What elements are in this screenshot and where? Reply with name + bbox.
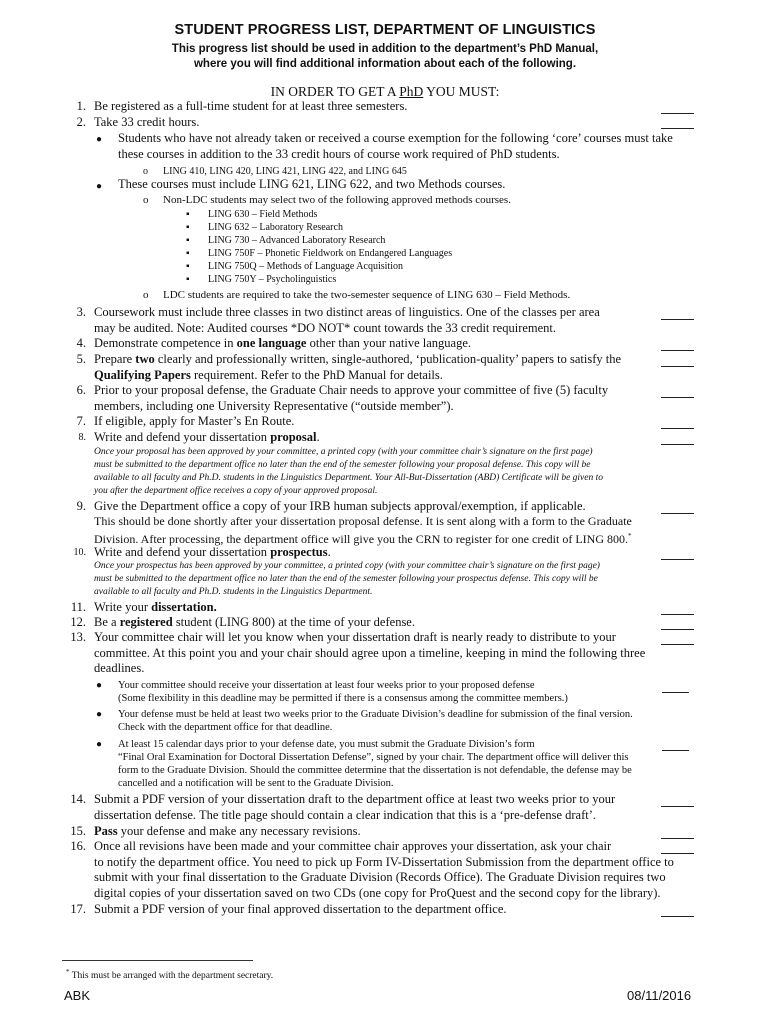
checkoff-blank-5[interactable] <box>661 353 694 367</box>
checkoff-blank-2[interactable] <box>661 115 694 129</box>
item-number: 2. <box>76 115 86 129</box>
checkoff-blank-13[interactable] <box>661 631 694 645</box>
item-number: 8. <box>78 432 86 443</box>
item-number: 15. <box>70 824 86 838</box>
item-number: 9. <box>76 499 86 513</box>
footnote-divider <box>62 960 253 961</box>
sub-bullet-marker: o <box>143 289 149 301</box>
item-number: 13. <box>70 630 86 644</box>
item-3-line-2: may be audited. Note: Audited courses *DO NOT* count towards the 33 credit requirement. <box>94 321 557 335</box>
methods-course: LING 750Q – Methods of Language Acquisition <box>208 261 403 272</box>
square-bullet: ▪ <box>186 261 190 272</box>
deadline-1-line-2: (Some flexibility in this deadline may be permitted if there is a consensus among the committee members.) <box>118 693 568 704</box>
item-6-line-2: members, including one University Representative (“outside member”). <box>94 399 454 413</box>
methods-course: LING 750F – Phonetic Fieldwork on Endangered Languages <box>208 248 453 259</box>
methods-course: LING 632 – Laboratory Research <box>208 222 343 233</box>
item-14-line-2: dissertation defense. The title page should contain a clear indication that this is a ‘pre-defense draft’. <box>94 808 597 822</box>
proposal-note-line: must be submitted to the department office no later than the end of the semester following your proposal defense. This copy will be <box>94 460 591 470</box>
prospectus-note-line: available to all faculty and Ph.D. students in the Linguistics Department. <box>94 587 373 597</box>
checkoff-blank-12[interactable] <box>661 616 694 630</box>
footer-initials: ABK <box>64 988 91 1003</box>
non-ldc-note: Non-LDC students may select two of the following approved methods courses. <box>163 194 511 206</box>
item-3-line-1: Coursework must include three classes in two distinct areas of linguistics. One of the classes per area <box>94 305 600 319</box>
item-11-text: Write your dissertation. <box>94 600 217 614</box>
order-heading: IN ORDER TO GET A PhD YOU MUST: <box>270 84 500 99</box>
subtitle-line-1: This progress list should be used in addition to the department’s PhD Manual, <box>171 43 599 55</box>
deadline-1-line-1: Your committee should receive your dissertation at least four weeks prior to your proposed defense <box>118 680 535 691</box>
checkoff-blank-4[interactable] <box>661 337 694 351</box>
item-15-text: Pass your defense and make any necessary revisions. <box>94 824 361 838</box>
methods-course: LING 630 – Field Methods <box>208 209 318 220</box>
checkoff-blank-8[interactable] <box>661 431 694 445</box>
item-number: 7. <box>76 414 86 428</box>
item-number: 4. <box>76 336 86 350</box>
bullet-dot: ● <box>96 709 103 720</box>
item-number: 11. <box>70 600 86 614</box>
item-2-text: Take 33 credit hours. <box>94 115 200 129</box>
item-number: 3. <box>76 305 86 319</box>
bullet-dot: ● <box>96 739 103 750</box>
bullet-dot: ● <box>96 134 103 145</box>
checkoff-blank-17[interactable] <box>661 903 694 917</box>
prospectus-note-line: must be submitted to the department office no later than the end of the semester following your prospectus defense. This copy will be <box>94 574 598 584</box>
deadline-3-line-2: “Final Oral Examination for Doctoral Dissertation Defense”, signed by your chair. The department office will deliver this <box>118 752 629 763</box>
proposal-note-line: Once your proposal has been approved by your committee, a printed copy (with your committee chair’s signature on the first page) <box>94 447 593 457</box>
sub-bullet-marker: o <box>143 166 148 177</box>
proposal-note-line: you after the department office receives a copy of your approved proposal. <box>94 486 378 496</box>
item-5-line-2: Qualifying Papers requirement. Refer to the PhD Manual for details. <box>94 368 443 382</box>
footnote: * This must be arranged with the department secretary. <box>66 968 274 982</box>
item-number: 16. <box>70 839 86 853</box>
deadline-2-line-2: Check with the department office for that deadline. <box>118 722 333 733</box>
item-number: 5. <box>76 352 86 366</box>
item-8-text: Write and defend your dissertation proposal. <box>94 430 320 444</box>
item-number: 17. <box>70 902 86 916</box>
item-13-line-2: committee. At this point you and your chair should agree upon a timeline, keeping in mind the following three <box>94 646 646 660</box>
deadline-2-line-1: Your defense must be held at least two weeks prior to the Graduate Division’s deadline for submission of the final version. <box>118 709 633 720</box>
item-12-text: Be a registered student (LING 800) at the time of your defense. <box>94 615 415 629</box>
prospectus-note-line: Once your prospectus has been approved by your committee, a printed copy (with your committee chair’s signature on the first page) <box>94 561 600 571</box>
item-13-line-3: deadlines. <box>94 661 145 675</box>
item-1-text: Be registered as a full-time student for at least three semesters. <box>94 99 408 113</box>
square-bullet: ▪ <box>186 235 190 246</box>
bullet-dot: ● <box>96 680 103 691</box>
item-9-line-3: Division. After processing, the department office will give you the CRN to register for one credit of LING 800.* <box>94 532 632 546</box>
item-9-line-1: Give the Department office a copy of your IRB human subjects approval/exemption, if applicable. <box>94 499 586 513</box>
methods-course: LING 750Y – Psycholinguistics <box>208 274 337 285</box>
checkoff-blank-6[interactable] <box>661 384 694 398</box>
bullet-dot: ● <box>96 181 103 192</box>
methods-course: LING 730 – Advanced Laboratory Research <box>208 235 386 246</box>
item-number: 14. <box>70 792 86 806</box>
square-bullet: ▪ <box>186 274 190 285</box>
item-number: 10. <box>73 547 86 558</box>
subtitle-line-2: where you will find additional information about each of the following. <box>193 58 577 70</box>
item-number: 1. <box>76 99 86 113</box>
item-number: 12. <box>70 615 86 629</box>
deadline-3-line-1: At least 15 calendar days prior to your defense date, you must submit the Graduate Division’s form <box>118 739 535 750</box>
item-16-line-4: digital copies of your dissertation saved on two CDs (one copy for ProQuest and the second copy for the library). <box>94 886 661 900</box>
checkoff-blank-7[interactable] <box>661 415 694 429</box>
item-9-line-2: This should be done shortly after your dissertation proposal defense. It is sent along with a form to the Graduate <box>94 514 632 528</box>
checkoff-blank-3[interactable] <box>661 306 694 320</box>
item-5-line-1: Prepare two clearly and professionally written, single-authored, ‘publication-quality’ papers to satisfy the <box>94 352 622 366</box>
item-16-line-3: submit with your final dissertation to the Graduate Division (Records Office). The Graduate Division requires two <box>94 870 666 884</box>
document-title: STUDENT PROGRESS LIST, DEPARTMENT OF LINGUISTICS <box>174 22 596 38</box>
item-number: 6. <box>76 383 86 397</box>
checkoff-blank-9[interactable] <box>661 500 694 514</box>
item-4-text: Demonstrate competence in one language other than your native language. <box>94 336 471 350</box>
item-2-bullet-1-line-2: these courses in addition to the 33 credit hours of course work required of PhD students. <box>118 147 560 161</box>
checkoff-blank-13c[interactable] <box>662 737 689 751</box>
deadline-3-line-4: cancelled and a notification will be sent to the Graduate Division. <box>118 778 394 789</box>
checkoff-blank-13a[interactable] <box>662 679 689 693</box>
item-2-bullet-2: These courses must include LING 621, LING 622, and two Methods courses. <box>118 177 506 191</box>
item-14-line-1: Submit a PDF version of your dissertation draft to the department office at least two weeks prior to your <box>94 792 616 806</box>
item-13-line-1: Your committee chair will let you know when your dissertation draft is nearly ready to distribute to your <box>94 630 616 644</box>
core-courses: LING 410, LING 420, LING 421, LING 422, and LING 645 <box>163 166 407 177</box>
footer-date: 08/11/2016 <box>627 988 692 1003</box>
item-7-text: If eligible, apply for Master’s En Route. <box>94 414 295 428</box>
sub-bullet-marker: o <box>143 194 149 206</box>
item-10-text: Write and defend your dissertation prospectus. <box>94 545 331 559</box>
square-bullet: ▪ <box>186 248 190 259</box>
square-bullet: ▪ <box>186 222 190 233</box>
deadline-3-line-3: form to the Graduate Division. Should the committee determine that the dissertation is not defendable, the defense may be <box>118 765 632 776</box>
checkoff-blank-14[interactable] <box>661 793 694 807</box>
checkoff-blank-10[interactable] <box>661 546 694 560</box>
ldc-note: LDC students are required to take the two-semester sequence of LING 630 – Field Methods. <box>163 289 571 301</box>
checkoff-blank-11[interactable] <box>661 601 694 615</box>
square-bullet: ▪ <box>186 209 190 220</box>
item-6-line-1: Prior to your proposal defense, the Graduate Chair needs to approve your committee of five (5) faculty <box>94 383 609 397</box>
item-2-bullet-1-line-1: Students who have not already taken or received a course exemption for the following ‘core’ courses must take <box>118 131 673 145</box>
item-16-line-2: to notify the department office. You need to pick up Form IV-Dissertation Submission from the department office to <box>94 855 674 869</box>
checkoff-blank-15[interactable] <box>661 825 694 839</box>
item-16-line-1: Once all revisions have been made and your committee chair approves your dissertation, ask your chair <box>94 839 612 853</box>
item-17-text: Submit a PDF version of your final approved dissertation to the department office. <box>94 902 507 916</box>
checkoff-blank-16[interactable] <box>661 840 694 854</box>
proposal-note-line: available to all faculty and Ph.D. students in the Linguistics Department. Your All-But-Dissertation (ABD) Certificate will be given to <box>94 473 603 483</box>
checkoff-blank-1[interactable] <box>661 100 694 114</box>
